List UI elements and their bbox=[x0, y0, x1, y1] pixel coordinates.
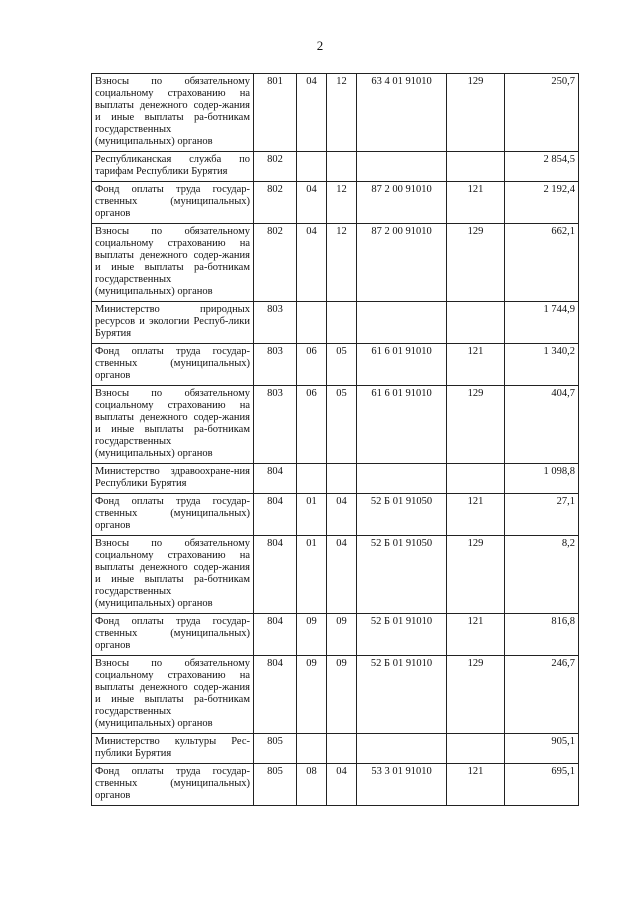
row-target-article bbox=[357, 464, 447, 494]
row-subsection-code: 04 bbox=[327, 764, 357, 806]
row-target-article: 53 3 01 91010 bbox=[357, 764, 447, 806]
row-target-article: 52 Б 01 91010 bbox=[357, 656, 447, 734]
row-section-code: 04 bbox=[297, 74, 327, 152]
row-name: Взносы по обязательному социальному страхованию на выплаты денежного содер-жания и иные выплаты ра-ботникам государственных (муниципальных) органов bbox=[92, 536, 254, 614]
row-amount: 250,7 bbox=[505, 74, 579, 152]
row-target-article bbox=[357, 302, 447, 344]
row-expense-type: 129 bbox=[447, 74, 505, 152]
row-amount: 695,1 bbox=[505, 764, 579, 806]
row-grbs-code: 804 bbox=[254, 536, 297, 614]
page-number: 2 bbox=[316, 38, 324, 53]
table-row bbox=[92, 386, 579, 464]
table-row bbox=[92, 614, 579, 656]
row-target-article: 52 Б 01 91010 bbox=[357, 614, 447, 656]
row-target-article: 61 6 01 91010 bbox=[357, 344, 447, 386]
row-grbs-code: 805 bbox=[254, 764, 297, 806]
row-amount: 246,7 bbox=[505, 656, 579, 734]
row-name: Министерство культуры Рес-публики Бурятия bbox=[92, 734, 254, 764]
table-row bbox=[92, 344, 579, 386]
row-grbs-code: 804 bbox=[254, 464, 297, 494]
row-grbs-code: 804 bbox=[254, 494, 297, 536]
table-row bbox=[92, 764, 579, 806]
row-name: Фонд оплаты труда государ-ственных (муниципальных) органов bbox=[92, 344, 254, 386]
row-target-article bbox=[357, 152, 447, 182]
row-target-article: 63 4 01 91010 bbox=[357, 74, 447, 152]
budget-table bbox=[91, 73, 579, 806]
row-amount: 816,8 bbox=[505, 614, 579, 656]
row-grbs-code: 802 bbox=[254, 224, 297, 302]
row-subsection-code: 05 bbox=[327, 386, 357, 464]
row-expense-type: 129 bbox=[447, 224, 505, 302]
row-name: Взносы по обязательному социальному страхованию на выплаты денежного содер-жания и иные выплаты ра-ботникам государственных (муниципальных) органов bbox=[92, 74, 254, 152]
row-subsection-code: 12 bbox=[327, 74, 357, 152]
row-section-code: 06 bbox=[297, 386, 327, 464]
row-subsection-code bbox=[327, 464, 357, 494]
row-expense-type: 129 bbox=[447, 536, 505, 614]
row-amount: 2 192,4 bbox=[505, 182, 579, 224]
table-row bbox=[92, 152, 579, 182]
row-section-code bbox=[297, 152, 327, 182]
row-subsection-code: 09 bbox=[327, 614, 357, 656]
row-amount: 27,1 bbox=[505, 494, 579, 536]
row-expense-type: 129 bbox=[447, 386, 505, 464]
row-expense-type: 121 bbox=[447, 764, 505, 806]
row-name: Взносы по обязательному социальному страхованию на выплаты денежного содер-жания и иные выплаты ра-ботникам государственных (муниципальных) органов bbox=[92, 656, 254, 734]
row-target-article: 52 Б 01 91050 bbox=[357, 494, 447, 536]
row-expense-type bbox=[447, 152, 505, 182]
row-amount: 1 098,8 bbox=[505, 464, 579, 494]
row-subsection-code: 05 bbox=[327, 344, 357, 386]
row-subsection-code: 04 bbox=[327, 494, 357, 536]
row-expense-type bbox=[447, 302, 505, 344]
table-row bbox=[92, 656, 579, 734]
table-row bbox=[92, 302, 579, 344]
table-row bbox=[92, 464, 579, 494]
row-grbs-code: 803 bbox=[254, 344, 297, 386]
row-name: Взносы по обязательному социальному страхованию на выплаты денежного содер-жания и иные выплаты ра-ботникам государственных (муниципальных) органов bbox=[92, 224, 254, 302]
row-amount: 1 744,9 bbox=[505, 302, 579, 344]
row-target-article: 87 2 00 91010 bbox=[357, 182, 447, 224]
row-subsection-code: 04 bbox=[327, 536, 357, 614]
row-section-code bbox=[297, 734, 327, 764]
row-grbs-code: 803 bbox=[254, 302, 297, 344]
row-amount: 8,2 bbox=[505, 536, 579, 614]
table-row bbox=[92, 536, 579, 614]
row-section-code bbox=[297, 302, 327, 344]
row-expense-type: 121 bbox=[447, 614, 505, 656]
row-amount: 662,1 bbox=[505, 224, 579, 302]
row-expense-type bbox=[447, 464, 505, 494]
row-name: Взносы по обязательному социальному страхованию на выплаты денежного содер-жания и иные выплаты ра-ботникам государственных (муниципальных) органов bbox=[92, 386, 254, 464]
row-subsection-code bbox=[327, 734, 357, 764]
row-section-code: 09 bbox=[297, 614, 327, 656]
row-subsection-code: 09 bbox=[327, 656, 357, 734]
row-section-code: 01 bbox=[297, 494, 327, 536]
row-subsection-code bbox=[327, 152, 357, 182]
row-name: Фонд оплаты труда государ-ственных (муниципальных) органов bbox=[92, 494, 254, 536]
row-name: Республиканская служба по тарифам Республики Бурятия bbox=[92, 152, 254, 182]
row-section-code: 01 bbox=[297, 536, 327, 614]
row-name: Министерство здравоохране-ния Республики Бурятия bbox=[92, 464, 254, 494]
row-expense-type: 121 bbox=[447, 182, 505, 224]
row-expense-type: 121 bbox=[447, 494, 505, 536]
row-name: Фонд оплаты труда государ-ственных (муниципальных) органов bbox=[92, 764, 254, 806]
row-amount: 905,1 bbox=[505, 734, 579, 764]
table-row bbox=[92, 224, 579, 302]
row-target-article: 87 2 00 91010 bbox=[357, 224, 447, 302]
row-target-article: 61 6 01 91010 bbox=[357, 386, 447, 464]
table-row bbox=[92, 734, 579, 764]
row-subsection-code bbox=[327, 302, 357, 344]
row-amount: 404,7 bbox=[505, 386, 579, 464]
row-subsection-code: 12 bbox=[327, 224, 357, 302]
row-expense-type: 129 bbox=[447, 656, 505, 734]
table-row bbox=[92, 494, 579, 536]
row-grbs-code: 802 bbox=[254, 182, 297, 224]
row-grbs-code: 804 bbox=[254, 614, 297, 656]
row-section-code: 06 bbox=[297, 344, 327, 386]
row-name: Фонд оплаты труда государ-ственных (муниципальных) органов bbox=[92, 182, 254, 224]
row-target-article bbox=[357, 734, 447, 764]
row-expense-type: 121 bbox=[447, 344, 505, 386]
row-grbs-code: 804 bbox=[254, 656, 297, 734]
row-amount: 1 340,2 bbox=[505, 344, 579, 386]
row-section-code: 08 bbox=[297, 764, 327, 806]
row-section-code bbox=[297, 464, 327, 494]
row-section-code: 04 bbox=[297, 182, 327, 224]
row-name: Министерство природных ресурсов и экологии Респуб-лики Бурятия bbox=[92, 302, 254, 344]
row-grbs-code: 803 bbox=[254, 386, 297, 464]
row-grbs-code: 802 bbox=[254, 152, 297, 182]
row-section-code: 04 bbox=[297, 224, 327, 302]
row-section-code: 09 bbox=[297, 656, 327, 734]
table-row bbox=[92, 74, 579, 152]
table-row bbox=[92, 182, 579, 224]
row-subsection-code: 12 bbox=[327, 182, 357, 224]
row-amount: 2 854,5 bbox=[505, 152, 579, 182]
row-expense-type bbox=[447, 734, 505, 764]
row-target-article: 52 Б 01 91050 bbox=[357, 536, 447, 614]
row-name: Фонд оплаты труда государ-ственных (муниципальных) органов bbox=[92, 614, 254, 656]
row-grbs-code: 805 bbox=[254, 734, 297, 764]
row-grbs-code: 801 bbox=[254, 74, 297, 152]
